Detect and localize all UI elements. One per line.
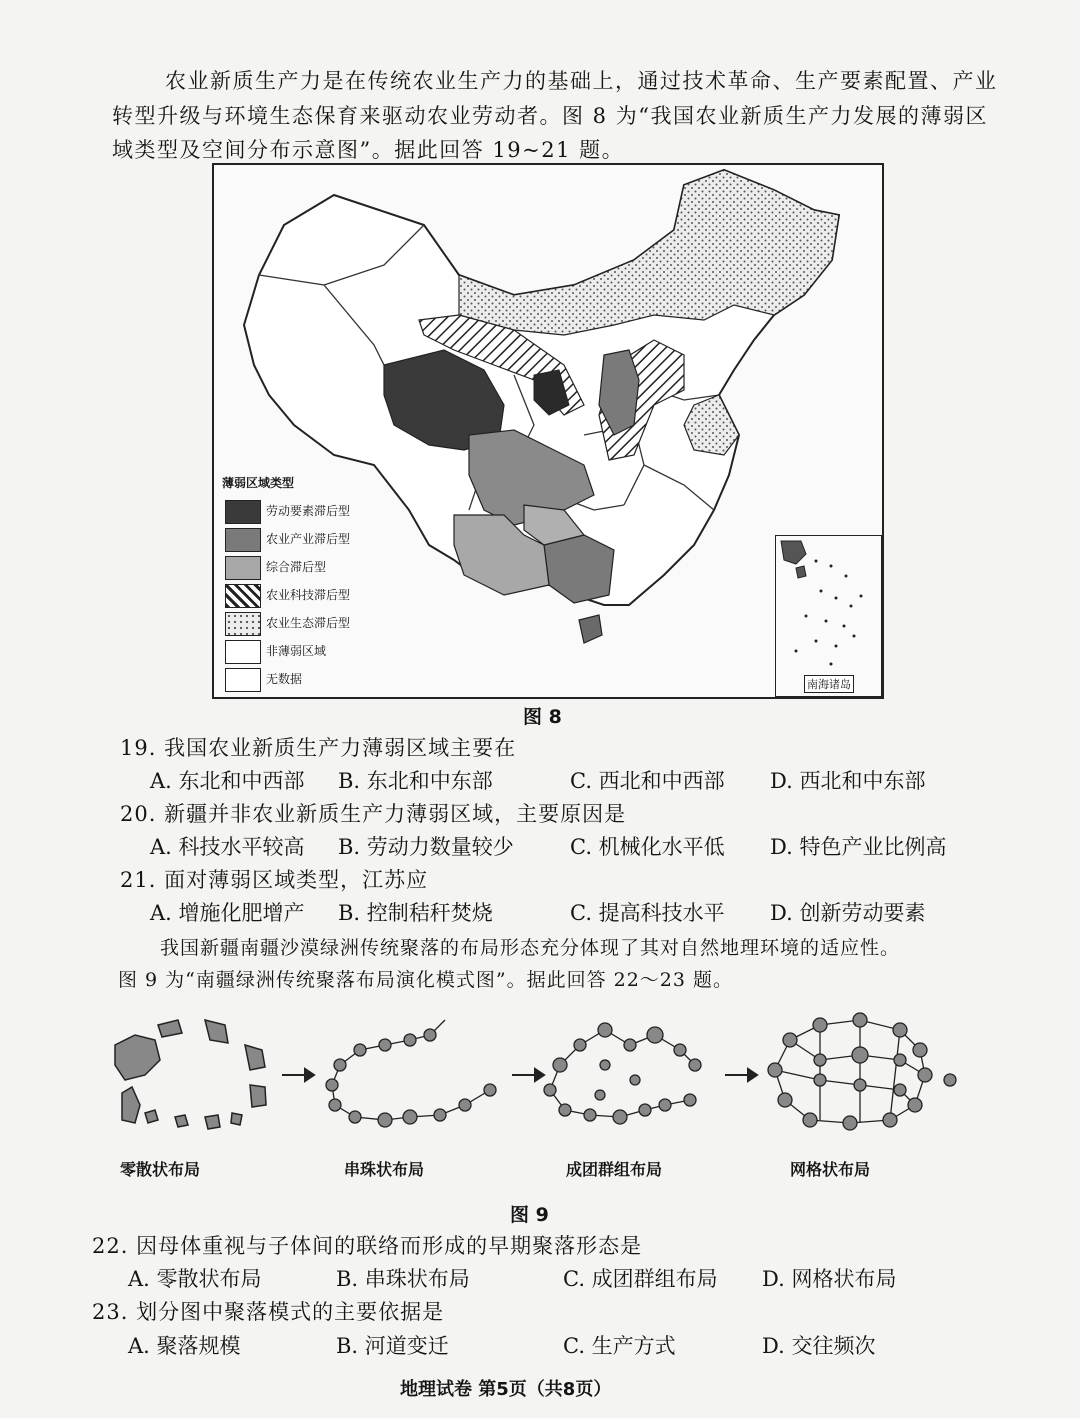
fig9-label-clustered: 成团群组布局 bbox=[566, 1160, 663, 1179]
intro2-line-1: 我国新疆南疆沙漠绿洲传统聚落的布局形态充分体现了其对自然地理环境的适应性。 bbox=[160, 937, 901, 959]
fig9-label-beaded: 串珠状布局 bbox=[344, 1160, 425, 1179]
q21-option-b[interactable]: B. 控制秸秆焚烧 bbox=[338, 901, 493, 925]
intro-line-3: 域类型及空间分布示意图”。据此回答 19~21 题。 bbox=[112, 138, 625, 162]
intro-line-1: 农业新质生产力是在传统农业生产力的基础上，通过技术革命、生产要素配置、产业 bbox=[165, 69, 998, 93]
q21-option-c[interactable]: C. 提高科技水平 bbox=[570, 901, 725, 925]
legend-swatch-light bbox=[225, 556, 261, 580]
q23-option-b[interactable]: B. 河道变迁 bbox=[336, 1334, 449, 1358]
q22-option-c[interactable]: C. 成团群组布局 bbox=[563, 1267, 718, 1291]
pattern-beaded bbox=[326, 1020, 496, 1127]
pattern-grid bbox=[768, 1013, 956, 1130]
legend-label: 农业科技滞后型 bbox=[266, 588, 351, 602]
region-industry-guangxi bbox=[544, 535, 614, 603]
question-21-stem: 21. 面对薄弱区域类型，江苏应 bbox=[120, 868, 429, 892]
q22-option-d[interactable]: D. 网格状布局 bbox=[762, 1267, 897, 1291]
fig9-label-scattered: 零散状布局 bbox=[120, 1160, 201, 1179]
legend-swatch-white bbox=[225, 668, 261, 692]
q23-option-c[interactable]: C. 生产方式 bbox=[563, 1334, 676, 1358]
q20-option-a[interactable]: A. 科技水平较高 bbox=[150, 835, 305, 859]
region-ecology-northeast bbox=[459, 170, 839, 335]
legend-label: 综合滞后型 bbox=[266, 560, 327, 574]
q22-option-b[interactable]: B. 串珠状布局 bbox=[336, 1267, 470, 1291]
q23-option-d[interactable]: D. 交往频次 bbox=[762, 1334, 876, 1358]
q23-option-a[interactable]: A. 聚落规模 bbox=[128, 1334, 241, 1358]
region-industry-hainan bbox=[579, 615, 602, 643]
inset-label: 南海诸岛 bbox=[804, 675, 854, 693]
q19-option-b[interactable]: B. 东北和中东部 bbox=[338, 769, 493, 793]
legend-title: 薄弱区域类型 bbox=[222, 476, 295, 490]
pattern-clustered bbox=[544, 1023, 701, 1124]
q19-option-c[interactable]: C. 西北和中西部 bbox=[570, 769, 725, 793]
legend-label: 劳动要素滞后型 bbox=[266, 504, 351, 518]
q20-option-c[interactable]: C. 机械化水平低 bbox=[570, 835, 725, 859]
legend-label: 农业生态滞后型 bbox=[266, 616, 351, 630]
question-20-stem: 20. 新疆并非农业新质生产力薄弱区域，主要原因是 bbox=[120, 802, 627, 826]
intro-line-2: 转型升级与环境生态保育来驱动农业劳动者。图 8 为“我国农业新质生产力发展的薄弱区 bbox=[112, 104, 988, 128]
intro2-line-2: 图 9 为“南疆绿洲传统聚落布局演化模式图”。据此回答 22～23 题。 bbox=[118, 969, 734, 991]
legend-label: 无数据 bbox=[266, 672, 303, 686]
q21-option-a[interactable]: A. 增施化肥增产 bbox=[150, 901, 305, 925]
south-china-sea-inset bbox=[775, 535, 882, 697]
q19-option-d[interactable]: D. 西北和中东部 bbox=[770, 769, 926, 793]
question-19-stem: 19. 我国农业新质生产力薄弱区域主要在 bbox=[120, 736, 517, 760]
q20-option-b[interactable]: B. 劳动力数量较少 bbox=[338, 835, 514, 859]
legend-swatch-dark bbox=[225, 500, 261, 524]
legend-label: 农业产业滞后型 bbox=[266, 532, 351, 546]
legend-swatch-dots bbox=[225, 612, 261, 636]
legend-swatch-hatch bbox=[225, 584, 261, 608]
inset-svg bbox=[776, 536, 881, 696]
legend-swatch-mid bbox=[225, 528, 261, 552]
q20-option-d[interactable]: D. 特色产业比例高 bbox=[770, 835, 947, 859]
q19-option-a[interactable]: A. 东北和中西部 bbox=[150, 769, 305, 793]
legend-swatch-white bbox=[225, 640, 261, 664]
legend-label: 非薄弱区域 bbox=[266, 644, 327, 658]
figure-8-caption: 图 8 bbox=[523, 706, 562, 728]
page-footer: 地理试卷 第5页（共8页） bbox=[400, 1379, 612, 1400]
arrow-icon bbox=[282, 1069, 757, 1081]
fig9-label-grid: 网格状布局 bbox=[790, 1160, 871, 1179]
figure-9-diagram bbox=[100, 1005, 980, 1150]
question-23-stem: 23. 划分图中聚落模式的主要依据是 bbox=[92, 1300, 445, 1324]
q22-option-a[interactable]: A. 零散状布局 bbox=[128, 1267, 262, 1291]
figure-9-caption: 图 9 bbox=[510, 1204, 549, 1226]
pattern-scattered bbox=[115, 1020, 266, 1129]
question-22-stem: 22. 因母体重视与子体间的联络而形成的早期聚落形态是 bbox=[92, 1234, 643, 1258]
q21-option-d[interactable]: D. 创新劳动要素 bbox=[770, 901, 926, 925]
